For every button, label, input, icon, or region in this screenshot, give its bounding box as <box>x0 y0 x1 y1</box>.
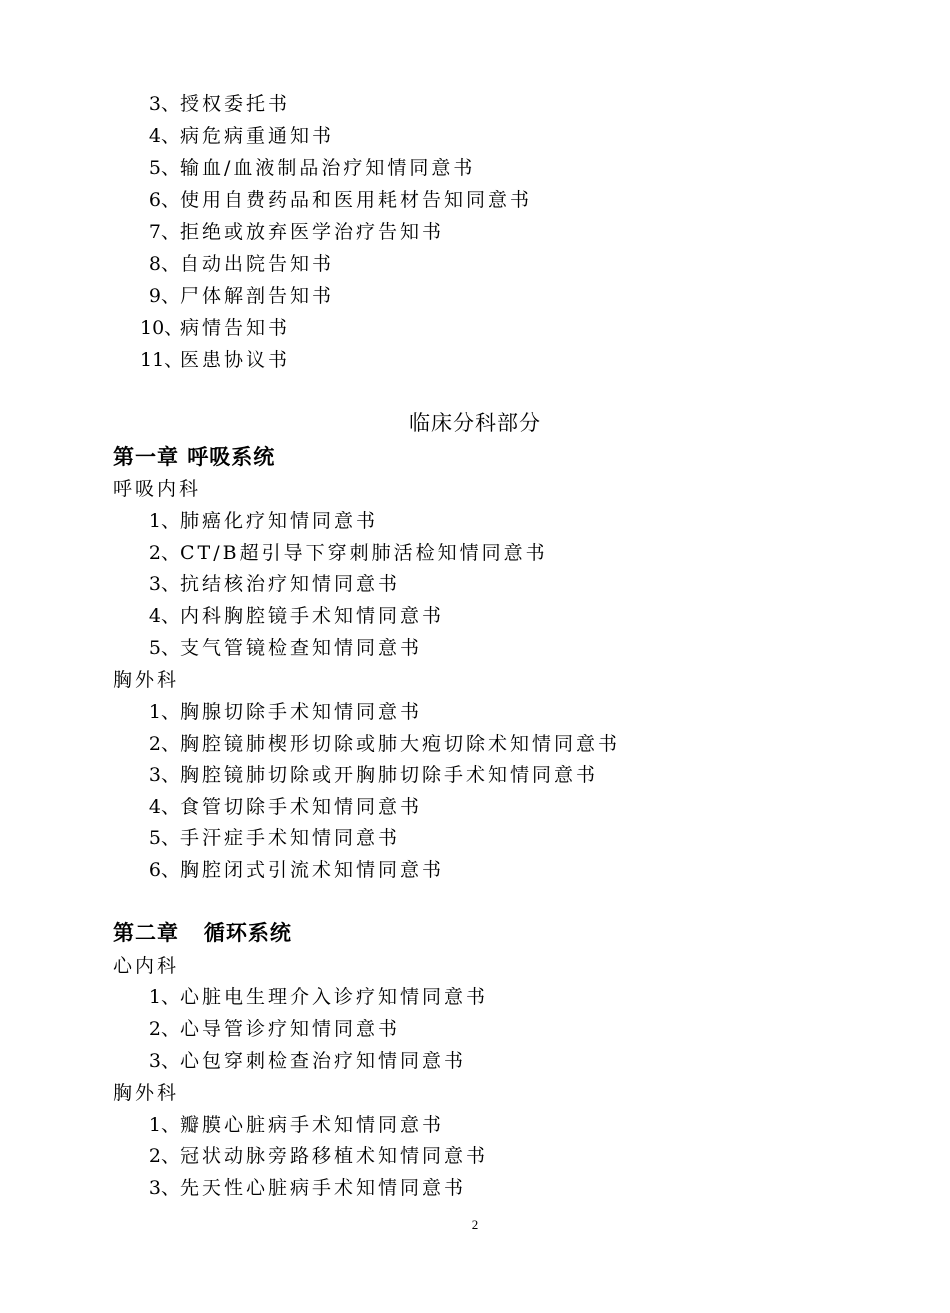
item-text: 抗结核治疗知情同意书 <box>180 573 401 595</box>
list-item <box>140 763 598 787</box>
item-number: 5、 <box>148 157 180 179</box>
department-heading: 胸外科 <box>113 1082 180 1104</box>
list-item <box>140 156 475 180</box>
list-item <box>140 1113 444 1137</box>
item-text: 先天性心脏病手术知情同意书 <box>180 1177 467 1199</box>
item-text: 病情告知书 <box>180 317 291 339</box>
item-number: 1、 <box>148 1114 180 1136</box>
item-number: 3、 <box>148 1177 180 1199</box>
item-text: 心导管诊疗知情同意书 <box>180 1018 401 1040</box>
item-number: 5、 <box>148 637 180 659</box>
list-item <box>140 92 290 116</box>
item-number: 5、 <box>148 827 180 849</box>
list-item <box>140 795 422 819</box>
item-text: 肺癌化疗知情同意书 <box>180 510 379 532</box>
item-text: 拒绝或放弃医学治疗告知书 <box>180 221 445 243</box>
item-number: 2、 <box>148 1018 180 1040</box>
list-item <box>140 604 444 628</box>
list-item <box>140 284 334 308</box>
item-text: 病危病重通知书 <box>180 125 335 147</box>
item-text: 心包穿刺检查治疗知情同意书 <box>180 1050 467 1072</box>
item-text: 尸体解剖告知书 <box>180 285 335 307</box>
item-number: 6、 <box>148 189 180 211</box>
item-text: 冠状动脉旁路移植术知情同意书 <box>180 1145 489 1167</box>
item-number: 2、 <box>148 733 180 755</box>
list-item <box>140 826 400 850</box>
item-number: 11、 <box>140 349 184 371</box>
item-number: 9、 <box>148 285 180 307</box>
section-title: 临床分科部分 <box>409 411 541 435</box>
item-text: 支气管镜检查知情同意书 <box>180 637 423 659</box>
item-number: 3、 <box>148 764 180 786</box>
list-item <box>140 220 444 244</box>
list-item <box>140 1049 466 1073</box>
list-item <box>140 1144 488 1168</box>
item-text: 心脏电生理介入诊疗知情同意书 <box>180 986 489 1008</box>
item-number: 6、 <box>148 859 180 881</box>
department-heading: 心内科 <box>113 955 180 977</box>
list-item <box>140 858 444 882</box>
list-item <box>140 252 334 276</box>
item-number: 4、 <box>148 605 180 627</box>
list-item <box>140 188 532 212</box>
item-number: 1、 <box>148 986 180 1008</box>
item-text: 自动出院告知书 <box>180 253 335 275</box>
item-text: 内科胸腔镜手术知情同意书 <box>180 605 445 627</box>
chapter-title: 第二章 循环系统 <box>113 921 292 945</box>
item-number: 10、 <box>140 317 184 339</box>
department-heading: 胸外科 <box>113 669 180 691</box>
department-heading: 呼吸内科 <box>113 478 202 500</box>
item-number: 2、 <box>148 542 180 564</box>
item-text: 胸腔闭式引流术知情同意书 <box>180 859 445 881</box>
list-item <box>140 732 620 756</box>
list-item <box>140 1176 466 1200</box>
item-text: 使用自费药品和医用耗材告知同意书 <box>180 189 533 211</box>
item-number: 3、 <box>148 93 180 115</box>
item-number: 1、 <box>148 701 180 723</box>
item-text: 医患协议书 <box>180 349 291 371</box>
page-number: 2 <box>471 1217 479 1232</box>
list-item <box>140 700 422 724</box>
item-text: 授权委托书 <box>180 93 291 115</box>
item-number: 8、 <box>148 253 180 275</box>
item-text: 食管切除手术知情同意书 <box>180 796 423 818</box>
item-text: 胸腔镜肺楔形切除或肺大疱切除术知情同意书 <box>180 733 621 755</box>
list-item <box>140 124 334 148</box>
list-item <box>140 572 400 596</box>
list-item <box>140 348 290 372</box>
list-item <box>140 541 548 565</box>
item-number: 1、 <box>148 510 180 532</box>
list-item <box>140 316 290 340</box>
item-number: 7、 <box>148 221 180 243</box>
item-text: CT/B超引导下穿刺肺活检知情同意书 <box>180 542 548 564</box>
item-text: 输血/血液制品治疗知情同意书 <box>180 157 476 179</box>
list-item <box>140 509 378 533</box>
item-text: 瓣膜心脏病手术知情同意书 <box>180 1114 445 1136</box>
item-text: 胸腔镜肺切除或开胸肺切除手术知情同意书 <box>180 764 599 786</box>
list-item <box>140 1017 400 1041</box>
item-number: 3、 <box>148 1050 180 1072</box>
item-number: 4、 <box>148 125 180 147</box>
item-number: 3、 <box>148 573 180 595</box>
item-text: 胸腺切除手术知情同意书 <box>180 701 423 723</box>
item-text: 手汗症手术知情同意书 <box>180 827 401 849</box>
item-number: 4、 <box>148 796 180 818</box>
chapter-title: 第一章 呼吸系统 <box>113 445 276 469</box>
list-item <box>140 985 488 1009</box>
item-number: 2、 <box>148 1145 180 1167</box>
list-item <box>140 636 422 660</box>
